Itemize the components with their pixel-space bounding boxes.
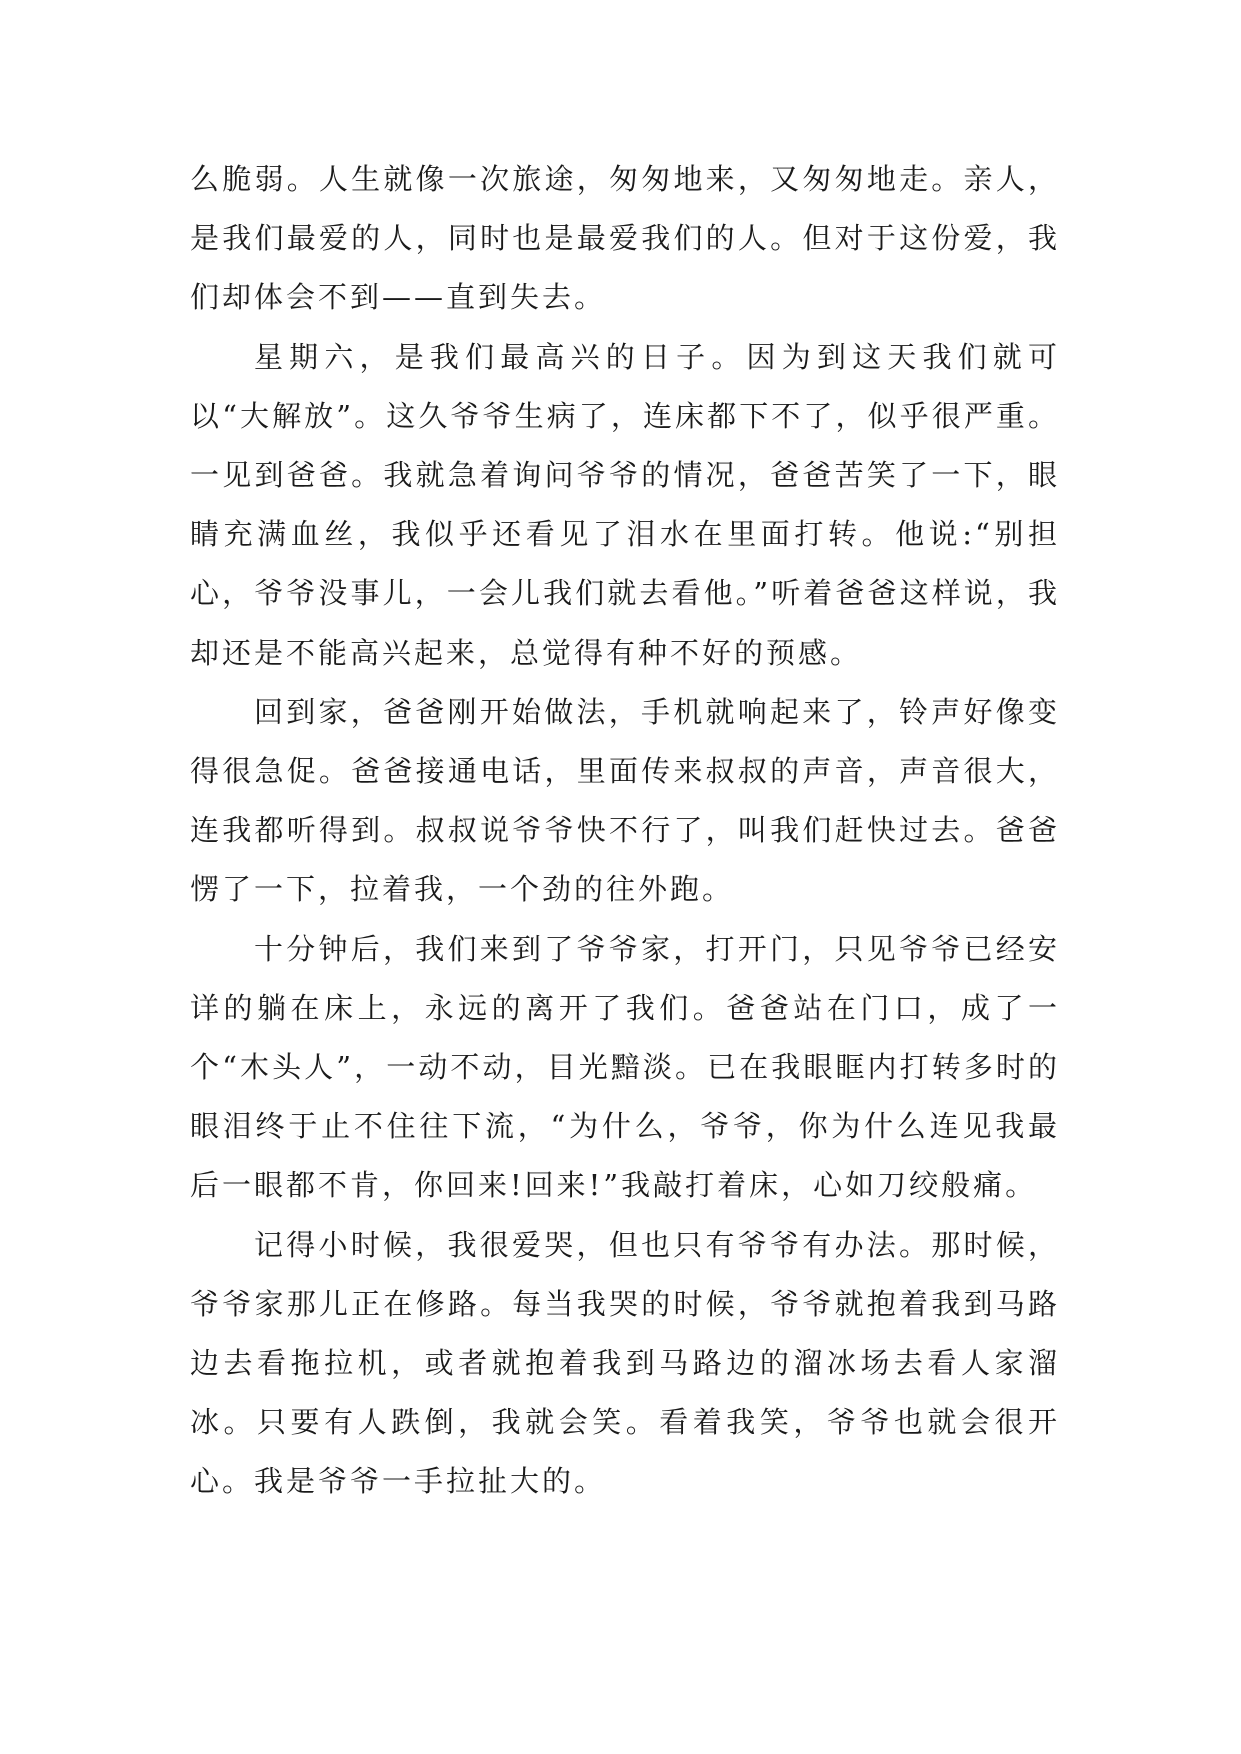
- paragraph-2: 星期六，是我们最高兴的日子。因为到这天我们就可以“大解放”。这久爷爷生病了，连床都下不了，似乎很严重。一见到爸爸。我就急着询问爷爷的情况，爸爸苦笑了一下，眼睛充满血丝，我似乎还看见了泪水在里面打转。他说:“别担心，爷爷没事儿，一会儿我们就去看他。”听着爸爸这样说，我却还是不能高兴起来，总觉得有种不好的预感。: [190, 339, 1060, 670]
- document-body: [190, 150, 1060, 1512]
- paragraph-1: 么脆弱。人生就像一次旅途，匆匆地来，又匆匆地走。亲人，是我们最爱的人，同时也是最爱我们的人。但对于这份爱，我们却体会不到——直到失去。: [190, 162, 1060, 315]
- paragraph-5: 记得小时候，我很爱哭，但也只有爷爷有办法。那时候，爷爷家那儿正在修路。每当我哭的时候，爷爷就抱着我到马路边去看拖拉机，或者就抱着我到马路边的溜冰场去看人家溜冰。只要有人跌倒，我就会笑。看着我笑，爷爷也就会很开心。我是爷爷一手拉扯大的。: [190, 1227, 1060, 1499]
- paragraph-3: 回到家，爸爸刚开始做法，手机就响起来了，铃声好像变得很急促。爸爸接通电话，里面传来叔叔的声音，声音很大，连我都听得到。叔叔说爷爷快不行了，叫我们赶快过去。爸爸愣了一下，拉着我，一个劲的往外跑。: [190, 694, 1060, 907]
- paragraph-4: 十分钟后，我们来到了爷爷家，打开门，只见爷爷已经安详的躺在床上，永远的离开了我们。爸爸站在门口，成了一个“木头人”，一动不动，目光黯淡。已在我眼眶内打转多时的眼泪终于止不住往下流，“为什么，爷爷，你为什么连见我最后一眼都不肯，你回来!回来!”我敲打着床，心如刀绞般痛。: [190, 931, 1060, 1203]
